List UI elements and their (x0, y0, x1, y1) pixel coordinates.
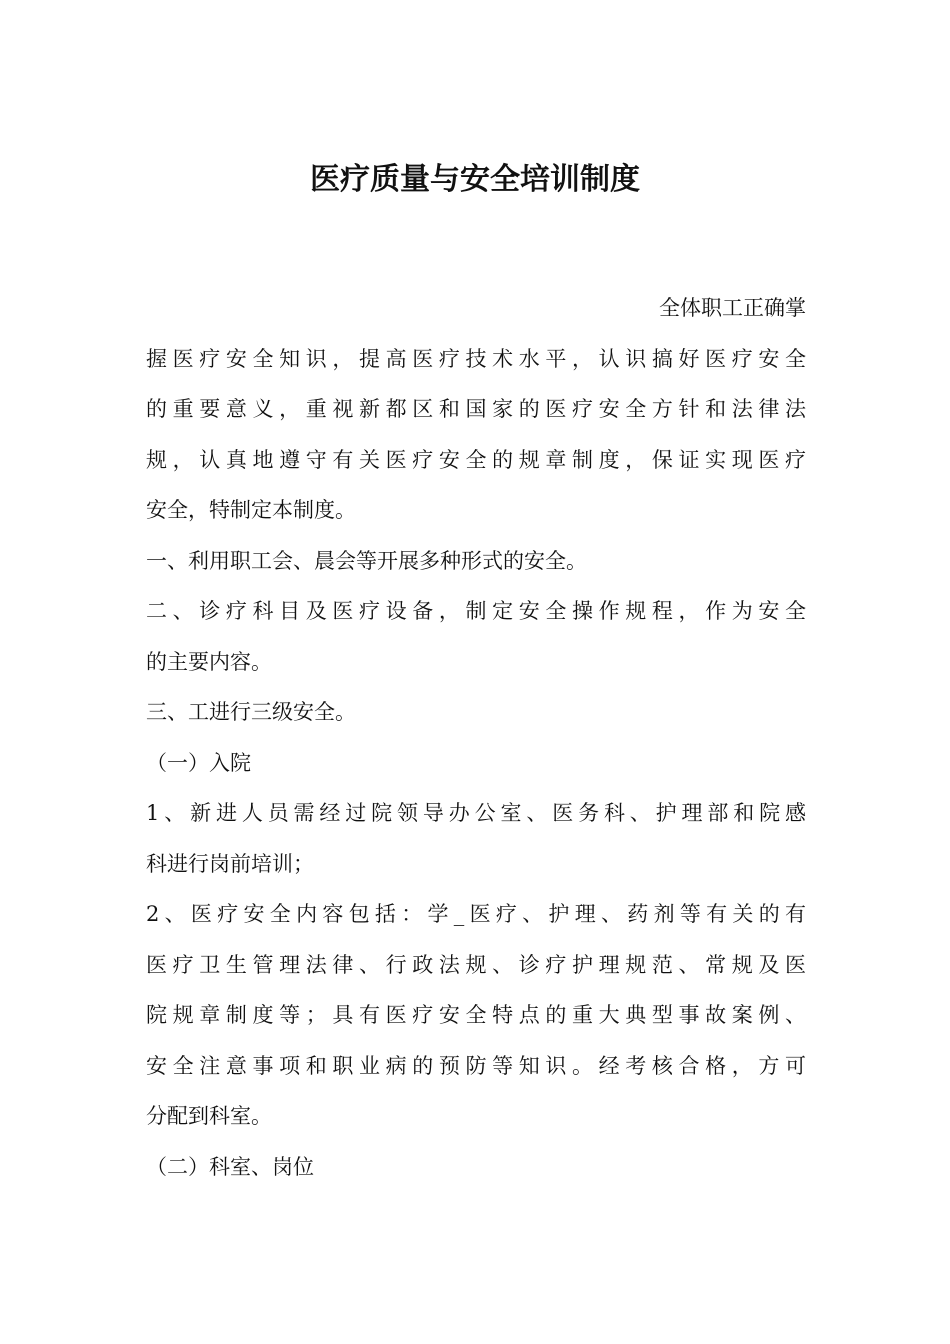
section-heading: （一）入院 (146, 750, 251, 775)
body-line: 握医疗安全知识，提高医疗技术水平，认识搞好医疗安全 (146, 346, 806, 371)
document-body (146, 283, 806, 1192)
body-line: 规，认真地遵守有关医疗安全的规章制度，保证实现医疗 (146, 447, 806, 472)
body-line: 三、工进行三级安全。 (146, 700, 356, 724)
body-line: 安全，特制定本制度。 (146, 498, 356, 522)
body-line: 二、诊疗科目及医疗设备，制定安全操作规程，作为安全 (146, 599, 806, 623)
body-line: 的主要内容。 (146, 649, 272, 674)
document-title: 医疗质量与安全培训制度 (310, 162, 640, 197)
body-line: 1、新进人员需经过院领导办公室、医务科、护理部和院感 (146, 801, 806, 825)
body-line: 分配到科室。 (146, 1104, 272, 1128)
section-heading: （二）科室、岗位 (146, 1154, 314, 1179)
body-line: 科进行岗前培训； (146, 851, 314, 876)
body-line: 院规章制度等；具有医疗安全特点的重大典型事故案例、 (146, 1003, 806, 1027)
body-line: 安全注意事项和职业病的预防等知识。经考核合格，方可 (146, 1053, 806, 1078)
body-line: 医疗卫生管理法律、行政法规、诊疗护理规范、常规及医 (146, 952, 806, 977)
body-line: 一、利用职工会、晨会等开展多种形式的安全。 (146, 548, 587, 573)
body-line: 的重要意义，重视新都区和国家的医疗安全方针和法律法 (146, 397, 806, 421)
body-line: 全体职工正确掌 (659, 296, 806, 320)
body-line: 2、医疗安全内容包括：学_医疗、护理、药剂等有关的有 (146, 902, 806, 926)
